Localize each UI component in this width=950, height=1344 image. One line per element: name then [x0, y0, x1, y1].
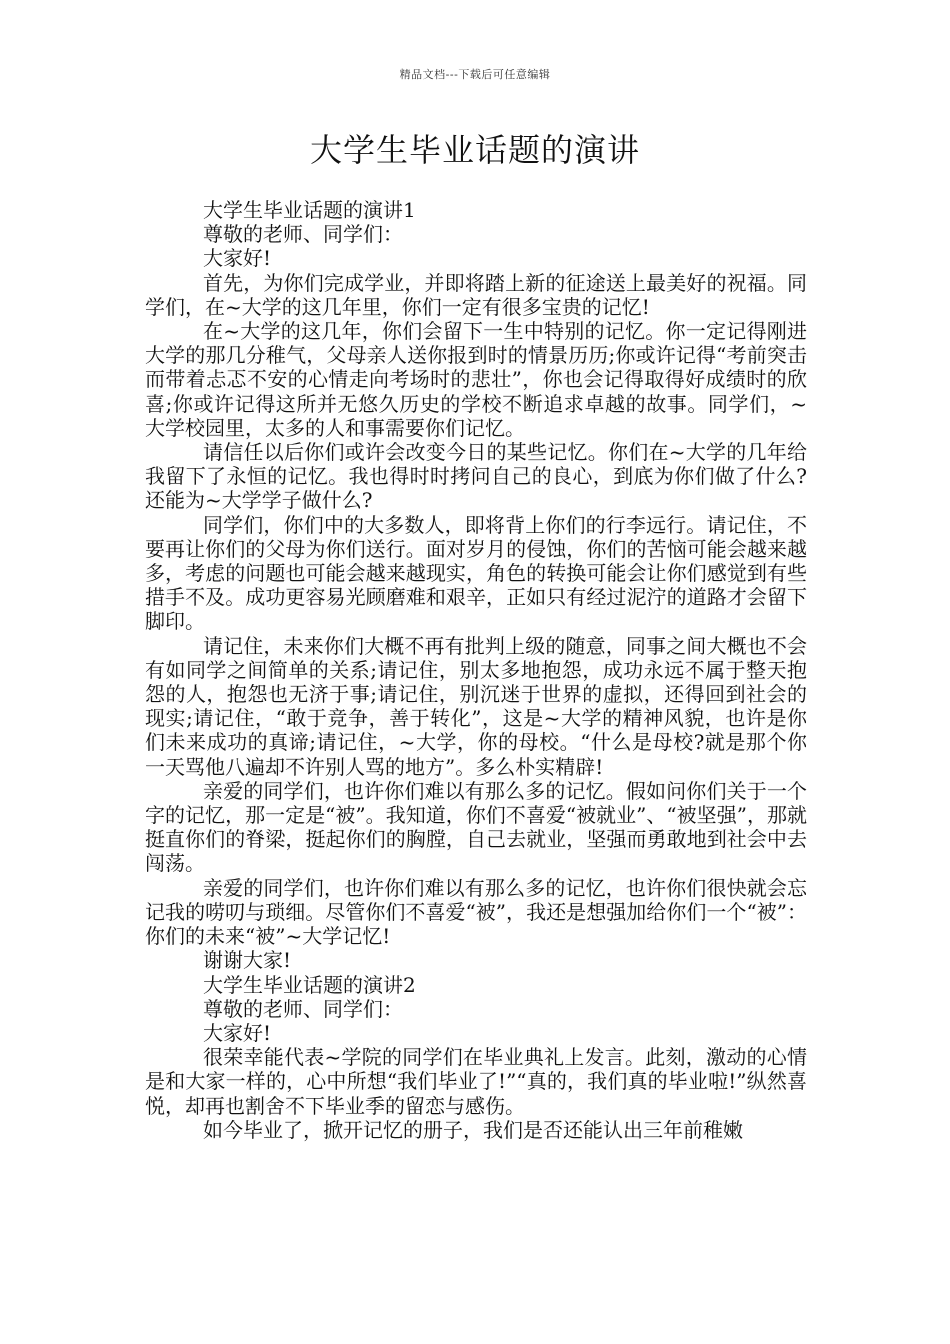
paragraph-speech-1-heading: 大学生毕业话题的演讲1: [203, 198, 416, 222]
paragraph: 如今毕业了，掀开记忆的册子，我们是否还能认出三年前稚嫩: [203, 1117, 743, 1142]
paragraph-salutation: 尊敬的老师、同学们：: [203, 222, 403, 247]
paragraph: 首先，为你们完成学业，并即将踏上新的征途送上最美好的祝福。同学们，在~大学的这几年里，你们一定有很多宝贵的记忆!: [145, 270, 807, 319]
paragraph-speech-2-heading: 大学生毕业话题的演讲2: [203, 972, 416, 997]
paragraph-thanks: 谢谢大家!: [203, 948, 292, 973]
paragraph: 请记住，未来你们大概不再有批判上级的随意，同事之间大概也不会有如同学之间简单的关系;请记住，别太多地抱怨，成功永远不属于整天抱怨的人，抱怨也无济于事;请记住，别沉迷于世界的虚拟，还得回到社会的现实;请记住，“敢于竞争，善于转化”，这是~大学的精神风貌，也许是你们未来成功的真谛;请记住，~大学，你的母校。“什么是母校?就是那个你一天骂他八遍却不许别人骂的地方”。多么朴实精辟!: [145, 633, 807, 779]
document-title: 大学生毕业话题的演讲: [309, 131, 640, 169]
paragraph: 请信任以后你们或许会改变今日的某些记忆。你们在~大学的几年给我留下了永恒的记忆。我也得时时拷问自己的良心，到底为你们做了什么?还能为~大学学子做什么?: [145, 440, 807, 513]
paragraph: 同学们，你们中的大多数人，即将背上你们的行李远行。请记住，不要再让你们的父母为你们送行。面对岁月的侵蚀，你们的苦恼可能会越来越多，考虑的问题也可能会越来越现实，角色的转换可能会让你们感觉到有些措手不及。成功更容易光顾磨难和艰辛，正如只有经过泥泞的道路才会留下脚印。: [145, 512, 807, 634]
paragraph: 很荣幸能代表~学院的同学们在毕业典礼上发言。此刻，激动的心情是和大家一样的，心中所想“我们毕业了!”“真的，我们真的毕业啦!”纵然喜悦，却再也割舍不下毕业季的留恋与感伤。: [145, 1045, 807, 1118]
document-body: [145, 198, 807, 1142]
paragraph: 亲爱的同学们，也许你们难以有那么多的记忆，也许你们很快就会忘记我的唠叨与琐细。尽管你们不喜爱“被”，我还是想强加给你们一个“被”：你们的未来“被”~大学记忆!: [145, 875, 807, 949]
paragraph: 在~大学的这几年，你们会留下一生中特别的记忆。你一定记得刚进大学的那几分稚气，父母亲人送你报到时的情景历历;你或许记得“考前突击而带着忐忑不安的心情走向考场时的悲壮”，你也会记得取得好成绩时的欣喜;你或许记得这所并无悠久历史的学校不断追求卓越的故事。同学们，~大学校园里，太多的人和事需要你们记忆。: [145, 319, 807, 440]
page-header-note: 精品文档---下载后可任意编辑: [399, 68, 551, 81]
paragraph-salutation: 尊敬的老师、同学们：: [203, 996, 403, 1021]
paragraph: 亲爱的同学们，也许你们难以有那么多的记忆。假如问你们关于一个字的记忆，那一定是“被”。我知道，你们不喜爱“被就业”、“被坚强”，那就挺直你们的脊梁，挺起你们的胸膛，自己去就业，坚强而勇敢地到社会中去闯荡。: [145, 778, 807, 876]
paragraph-greeting: 大家好!: [203, 246, 272, 271]
paragraph-greeting: 大家好!: [203, 1020, 272, 1045]
